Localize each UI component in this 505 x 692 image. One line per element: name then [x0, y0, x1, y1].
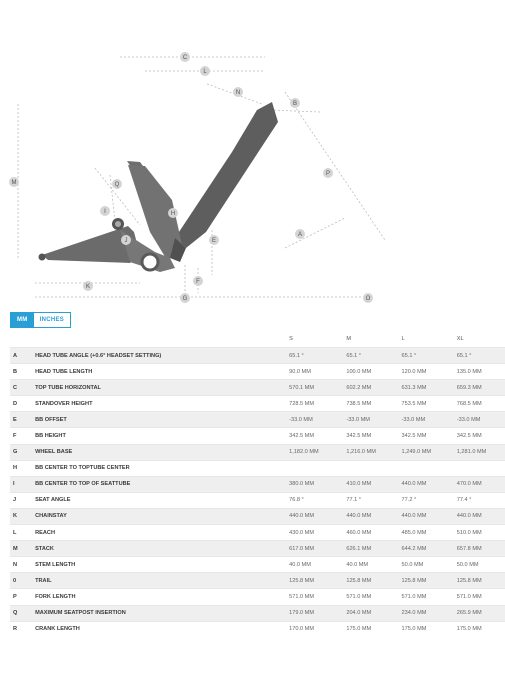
- svg-text:O: O: [365, 296, 371, 302]
- row-value-xl: 175.0 MM: [457, 621, 505, 637]
- svg-text:H: H: [170, 211, 176, 217]
- svg-text:L: L: [203, 69, 207, 75]
- row-value-xl: 657.8 MM: [457, 541, 505, 557]
- row-value-s: 125.8 MM: [289, 573, 346, 589]
- row-value-s: 430.0 MM: [289, 525, 346, 541]
- table-row: [10, 508, 505, 524]
- row-code: B: [10, 364, 35, 380]
- row-label: BB HEIGHT: [35, 428, 289, 444]
- row-code: H: [10, 460, 35, 476]
- row-value-s: 440.0 MM: [289, 508, 346, 524]
- row-value-xl: 125.8 MM: [457, 573, 505, 589]
- row-value-xl: 65.1 °: [457, 348, 505, 364]
- row-value-m: [346, 460, 401, 476]
- row-value-s: 90.0 MM: [289, 364, 346, 380]
- row-value-l: 175.0 MM: [402, 621, 457, 637]
- header-size-l: L: [401, 335, 405, 342]
- row-value-l: 631.3 MM: [402, 380, 457, 396]
- row-value-l: 77.2 °: [402, 492, 457, 508]
- svg-text:K: K: [85, 284, 91, 290]
- row-value-xl: 510.0 MM: [457, 525, 505, 541]
- row-value-s: 1,182.0 MM: [289, 444, 346, 460]
- svg-text:P: P: [325, 171, 331, 177]
- row-value-m: 1,216.0 MM: [346, 444, 401, 460]
- row-label: HEAD TUBE LENGTH: [35, 364, 289, 380]
- row-code: N: [10, 557, 35, 573]
- header-size-m: M: [346, 335, 351, 342]
- row-label: CHAINSTAY: [35, 508, 289, 524]
- dimension-label-f: [193, 276, 203, 286]
- svg-text:M: M: [11, 180, 17, 186]
- row-code: P: [10, 589, 35, 605]
- table-header-row: [10, 330, 505, 348]
- svg-text:C: C: [182, 55, 188, 61]
- table-row: [10, 428, 505, 444]
- row-value-s: 570.1 MM: [289, 380, 346, 396]
- row-label: WHEEL BASE: [35, 444, 289, 460]
- row-code: G: [10, 444, 35, 460]
- row-code: Q: [10, 605, 35, 621]
- row-value-s: 380.0 MM: [289, 476, 346, 492]
- row-code: K: [10, 508, 35, 524]
- table-row: [10, 412, 505, 428]
- row-value-m: 410.0 MM: [346, 476, 401, 492]
- row-label: TOP TUBE HORIZONTAL: [35, 380, 289, 396]
- row-value-l: 440.0 MM: [402, 476, 457, 492]
- table-row: [10, 348, 505, 364]
- svg-text:Q: Q: [114, 182, 120, 188]
- row-value-xl: 440.0 MM: [457, 508, 505, 524]
- header-label: [35, 330, 289, 348]
- row-label: CRANK LENGTH: [35, 621, 289, 637]
- dimension-label-o: [363, 293, 373, 303]
- table-row: [10, 621, 505, 637]
- row-code: I: [10, 476, 35, 492]
- dimension-label-c: [180, 52, 190, 62]
- row-value-l: 125.8 MM: [402, 573, 457, 589]
- table-row: [10, 525, 505, 541]
- row-value-m: 40.0 MM: [346, 557, 401, 573]
- dimension-label-m: [9, 177, 19, 187]
- row-code: D: [10, 396, 35, 412]
- row-value-s: 571.0 MM: [289, 589, 346, 605]
- dimension-label-k: [83, 281, 93, 291]
- dimension-label-i: [100, 206, 110, 216]
- row-value-s: 179.0 MM: [289, 605, 346, 621]
- row-value-m: 738.5 MM: [346, 396, 401, 412]
- dimension-label-q: [112, 179, 122, 189]
- row-value-m: 602.2 MM: [346, 380, 401, 396]
- row-value-l: 65.1 °: [402, 348, 457, 364]
- row-value-xl: 135.0 MM: [457, 364, 505, 380]
- table-row: [10, 557, 505, 573]
- table-row: [10, 460, 505, 476]
- row-value-s: 617.0 MM: [289, 541, 346, 557]
- row-code: M: [10, 541, 35, 557]
- row-value-l: 440.0 MM: [402, 508, 457, 524]
- row-value-xl: 571.0 MM: [457, 589, 505, 605]
- dimension-label-l: [200, 66, 210, 76]
- row-label: SEAT ANGLE: [35, 492, 289, 508]
- table-row: [10, 476, 505, 492]
- row-value-l: 120.0 MM: [402, 364, 457, 380]
- row-value-l: -33.0 MM: [402, 412, 457, 428]
- row-value-l: 234.0 MM: [402, 605, 457, 621]
- frame-geometry-svg: [0, 40, 505, 310]
- row-value-m: 460.0 MM: [346, 525, 401, 541]
- table-row: [10, 380, 505, 396]
- svg-text:J: J: [124, 238, 128, 244]
- dimension-label-b: [290, 98, 300, 108]
- row-label: BB CENTER TO TOPTUBE CENTER: [35, 460, 289, 476]
- row-value-m: 175.0 MM: [346, 621, 401, 637]
- svg-text:E: E: [211, 238, 217, 244]
- row-code: A: [10, 348, 35, 364]
- row-value-s: 728.5 MM: [289, 396, 346, 412]
- bike-frame: [39, 102, 279, 272]
- row-code: F: [10, 428, 35, 444]
- row-label: TRAIL: [35, 573, 289, 589]
- row-value-xl: 659.3 MM: [457, 380, 505, 396]
- row-label: STEM LENGTH: [35, 557, 289, 573]
- row-value-s: 76.8 °: [289, 492, 346, 508]
- table-row: [10, 573, 505, 589]
- row-code: 0: [10, 573, 35, 589]
- table-body: [10, 348, 505, 637]
- table-row: [10, 444, 505, 460]
- svg-text:G: G: [182, 296, 188, 302]
- svg-text:B: B: [292, 101, 298, 107]
- frame-geometry-diagram: [0, 40, 505, 310]
- table-row: [10, 396, 505, 412]
- row-code: C: [10, 380, 35, 396]
- row-value-s: 170.0 MM: [289, 621, 346, 637]
- row-value-m: 440.0 MM: [346, 508, 401, 524]
- svg-text:N: N: [235, 90, 241, 96]
- svg-text:F: F: [196, 279, 200, 285]
- geometry-table: [10, 330, 505, 637]
- row-code: R: [10, 621, 35, 637]
- row-value-l: 571.0 MM: [402, 589, 457, 605]
- row-value-xl: -33.0 MM: [457, 412, 505, 428]
- row-value-s: 40.0 MM: [289, 557, 346, 573]
- row-value-xl: [457, 460, 505, 476]
- row-value-xl: 768.5 MM: [457, 396, 505, 412]
- row-label: STACK: [35, 541, 289, 557]
- row-value-xl: 342.5 MM: [457, 428, 505, 444]
- row-value-l: 485.0 MM: [402, 525, 457, 541]
- header-code: [10, 330, 35, 348]
- row-code: J: [10, 492, 35, 508]
- row-value-xl: 1,281.0 MM: [457, 444, 505, 460]
- header-size-xl: XL: [456, 335, 464, 342]
- dimension-label-j: [121, 235, 131, 245]
- row-label: MAXIMUM SEATPOST INSERTION: [35, 605, 289, 621]
- dimension-label-n: [233, 87, 243, 97]
- row-label: BB OFFSET: [35, 412, 289, 428]
- row-value-l: 342.5 MM: [402, 428, 457, 444]
- table-row: [10, 589, 505, 605]
- row-value-m: -33.0 MM: [346, 412, 401, 428]
- row-value-m: 100.0 MM: [346, 364, 401, 380]
- unit-toggle: [10, 312, 71, 328]
- row-value-l: 1,249.0 MM: [402, 444, 457, 460]
- table-row: [10, 492, 505, 508]
- row-value-xl: 50.0 MM: [457, 557, 505, 573]
- row-value-l: 50.0 MM: [402, 557, 457, 573]
- row-value-m: 626.1 MM: [346, 541, 401, 557]
- row-value-xl: 77.4 °: [457, 492, 505, 508]
- row-value-s: 65.1 °: [289, 348, 346, 364]
- row-value-xl: 470.0 MM: [457, 476, 505, 492]
- row-label: REACH: [35, 525, 289, 541]
- header-size-s: S: [289, 335, 293, 342]
- table-row: [10, 541, 505, 557]
- row-value-xl: 265.9 MM: [457, 605, 505, 621]
- dimension-label-p: [323, 168, 333, 178]
- row-code: E: [10, 412, 35, 428]
- row-label: STANDOVER HEIGHT: [35, 396, 289, 412]
- row-value-m: 65.1 °: [346, 348, 401, 364]
- dimension-label-h: [168, 208, 178, 218]
- row-value-s: -33.0 MM: [289, 412, 346, 428]
- svg-text:A: A: [297, 232, 303, 238]
- row-value-m: 342.5 MM: [346, 428, 401, 444]
- row-value-l: 753.5 MM: [402, 396, 457, 412]
- dimension-label-g: [180, 293, 190, 303]
- row-value-s: [289, 460, 346, 476]
- row-label: HEAD TUBE ANGLE (+0.6° HEADSET SETTING): [35, 348, 289, 364]
- row-value-m: 125.8 MM: [346, 573, 401, 589]
- row-value-m: 204.0 MM: [346, 605, 401, 621]
- row-value-m: 77.1 °: [346, 492, 401, 508]
- row-value-m: 571.0 MM: [346, 589, 401, 605]
- row-value-l: 644.2 MM: [402, 541, 457, 557]
- dimension-lines: [18, 57, 385, 302]
- row-value-s: 342.5 MM: [289, 428, 346, 444]
- table-row: [10, 605, 505, 621]
- row-code: L: [10, 525, 35, 541]
- row-label: FORK LENGTH: [35, 589, 289, 605]
- svg-text:I: I: [104, 209, 106, 215]
- unit-mm-button[interactable]: MM: [11, 313, 34, 327]
- table-row: [10, 364, 505, 380]
- row-value-l: [402, 460, 457, 476]
- unit-inches-button[interactable]: INCHES: [34, 313, 70, 327]
- dimension-label-e: [209, 235, 219, 245]
- dimension-label-a: [295, 229, 305, 239]
- row-label: BB CENTER TO TOP OF SEATTUBE: [35, 476, 289, 492]
